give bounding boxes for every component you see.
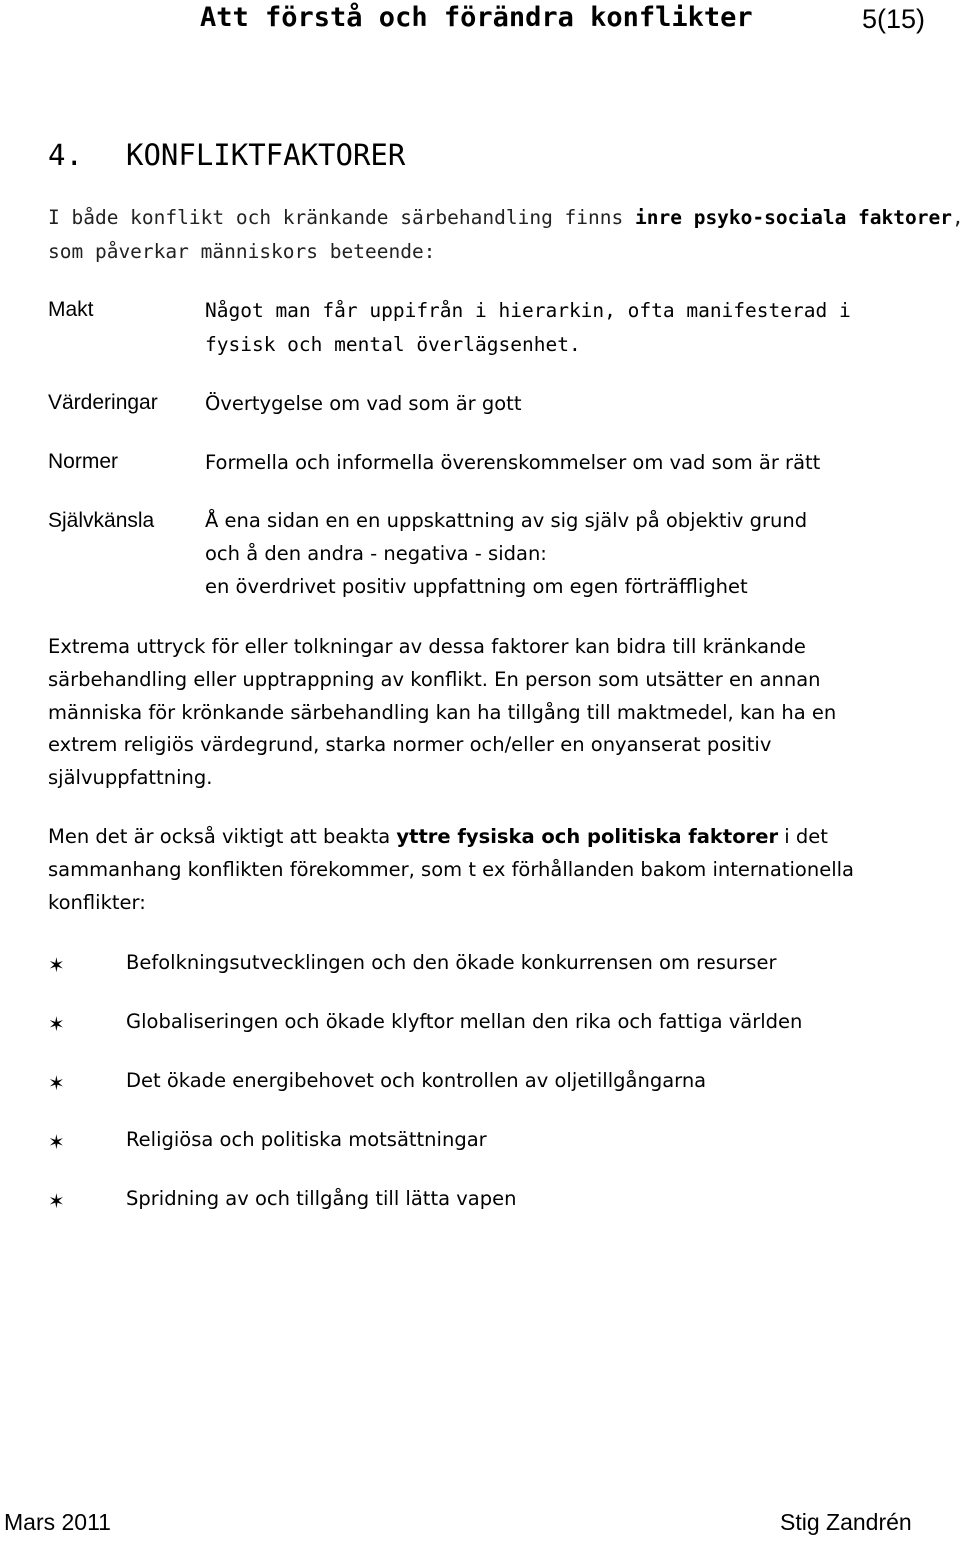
section-title: KONFLIKTFAKTORER	[126, 138, 406, 172]
definition-makt-line-1: Något man får uppifrån i hierarkin, ofta manifesterad i	[205, 299, 851, 322]
bullet-item: Religiösa och politiska motsättningar	[126, 1128, 487, 1151]
six-pointed-star-icon: ✶	[48, 1189, 65, 1213]
term-normer: Normer	[48, 450, 119, 473]
intro-line-1	[48, 206, 964, 229]
intro-text: I både konflikt och kränkande särbehandling finns	[48, 206, 635, 229]
term-varderingar: Värderingar	[48, 391, 158, 414]
footer-date: Mars 2011	[4, 1509, 111, 1535]
bullet-item: Spridning av och tillgång till lätta vapen	[126, 1187, 517, 1210]
six-pointed-star-icon: ✶	[48, 1071, 65, 1095]
bullet-item: Det ökade energibehovet och kontrollen av oljetillgångarna	[126, 1069, 707, 1092]
six-pointed-star-icon: ✶	[48, 1012, 65, 1036]
document-title: Att förstå och förändra konflikter	[200, 2, 753, 33]
six-pointed-star-icon: ✶	[48, 953, 65, 977]
paragraph-1-line-5: självuppfattning.	[48, 766, 213, 789]
intro-text-end: ,	[951, 206, 964, 229]
section-number: 4.	[48, 138, 83, 172]
bullet-item: Befolkningsutvecklingen och den ökade konkurrensen om resurser	[126, 951, 777, 974]
paragraph-2-line-2: sammanhang konflikten förekommer, som t ex förhållanden bakom internationella	[48, 858, 855, 881]
six-pointed-star-icon: ✶	[48, 1130, 65, 1154]
page-number: 5(15)	[862, 4, 926, 34]
bullet-item: Globaliseringen och ökade klyftor mellan den rika och fattiga världen	[126, 1010, 803, 1033]
intro-line-2: som påverkar människors beteende:	[48, 240, 436, 263]
paragraph-2-line-3: konflikter:	[48, 891, 146, 914]
definition-makt-line-2: fysisk och mental överlägsenhet.	[205, 333, 581, 356]
term-sjalvkansla: Självkänsla	[48, 509, 155, 532]
definition-sjalvkansla-line-2: och å den andra - negativa - sidan:	[205, 542, 547, 565]
paragraph-1-line-4: extrem religiös värdegrund, starka normer och/eller en onyanserat positiv	[48, 733, 772, 756]
definition-sjalvkansla-line-1: Å ena sidan en en uppskattning av sig själv på objektiv grund	[205, 509, 808, 532]
paragraph-2-bold-term: yttre fysiska och politiska faktorer	[396, 825, 779, 848]
paragraph-2-text-end: i det	[778, 825, 828, 848]
paragraph-1-line-2: särbehandling eller upptrappning av konflikt. En person som utsätter en annan	[48, 668, 821, 691]
definition-normer: Formella och informella överenskommelser om vad som är rätt	[205, 451, 821, 474]
intro-bold-term: inre psyko-sociala faktorer	[635, 206, 952, 229]
definition-varderingar: Övertygelse om vad som är gott	[205, 392, 522, 415]
paragraph-1-line-3: människa för krönkande särbehandling kan ha tillgång till maktmedel, kan ha en	[48, 701, 837, 724]
definition-sjalvkansla-line-3: en överdrivet positiv uppfattning om egen förträfflighet	[205, 575, 748, 598]
paragraph-2-line-1	[48, 825, 828, 848]
section-heading	[48, 138, 405, 172]
paragraph-1-line-1: Extrema uttryck för eller tolkningar av dessa faktorer kan bidra till kränkande	[48, 635, 806, 658]
term-makt: Makt	[48, 298, 94, 321]
paragraph-2-text: Men det är också viktigt att beakta	[48, 825, 397, 848]
footer-author: Stig Zandrén	[780, 1509, 912, 1535]
